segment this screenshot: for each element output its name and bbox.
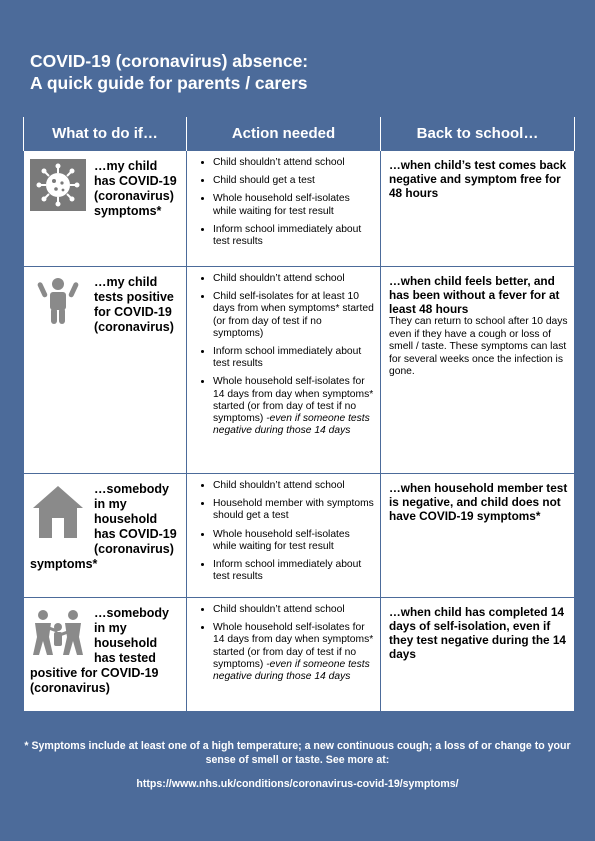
action-list	[195, 157, 374, 248]
nhs-link[interactable]: https://www.nhs.uk/conditions/coronavirus-covid-19/symptoms/	[136, 778, 459, 790]
action-cell	[187, 598, 381, 712]
action-item: • Inform school immediately about test results	[213, 559, 374, 583]
what-text: …somebody in my household has tested positive for COVID-19 (coronavirus)	[30, 606, 170, 695]
back-cell	[381, 474, 575, 598]
back-note: They can return to school after 10 days even if they have a cough or loss of smell / taste. These symptoms can last for several weeks once the infection is gone.	[389, 316, 568, 377]
what-cell	[24, 151, 187, 267]
action-item: • Whole household self-isolates while waiting for test result	[213, 529, 374, 553]
action-item: • Inform school immediately about test results	[213, 346, 374, 370]
back-condition: …when child feels better, and has been without a fever for at least 48 hours	[389, 274, 560, 316]
what-cell	[24, 267, 187, 474]
page-title	[30, 50, 308, 94]
what-text: …my child tests positive for COVID-19 (coronavirus)	[94, 275, 174, 334]
what-cell	[24, 598, 187, 712]
action-item: • Child shouldn’t attend school	[213, 604, 374, 616]
title-line-1: COVID-19 (coronavirus) absence:	[30, 51, 309, 71]
header-back: Back to school…	[381, 117, 575, 151]
table-row	[24, 474, 575, 598]
action-item: • Household member with symptoms should get a test	[213, 498, 374, 522]
table-row	[24, 267, 575, 474]
what-cell	[24, 474, 187, 598]
action-item: • Child shouldn’t attend school	[213, 480, 374, 492]
back-cell	[381, 598, 575, 712]
action-cell	[187, 151, 381, 267]
action-item: • Child should get a test	[213, 175, 374, 187]
action-item: • Child shouldn’t attend school	[213, 273, 374, 285]
action-list	[195, 480, 374, 583]
house-icon	[30, 482, 86, 542]
child-icon	[30, 275, 86, 327]
header-action: Action needed	[187, 117, 381, 151]
action-item: • Child shouldn’t attend school	[213, 157, 374, 169]
action-item: • Inform school immediately about test results	[213, 224, 374, 248]
header-row	[24, 117, 575, 151]
coronavirus-icon	[30, 159, 86, 211]
back-cell	[381, 151, 575, 267]
action-item: • Child self-isolates for at least 10 days from when symptoms* started (or from day of test if no symptoms)	[213, 291, 374, 340]
action-list	[195, 273, 374, 437]
action-cell	[187, 474, 381, 598]
back-condition: …when household member test is negative, and child does not have COVID-19 symptoms*	[389, 481, 568, 523]
table-row	[24, 151, 575, 267]
action-item: • Whole household self-isolates while waiting for test result	[213, 193, 374, 217]
header-what: What to do if…	[24, 117, 187, 151]
back-cell	[381, 267, 575, 474]
action-cell	[187, 267, 381, 474]
family-icon	[30, 606, 86, 658]
symptoms-footnote: * Symptoms include at least one of a high temperature; a new continuous cough; a loss of or change to your sense of smell or taste. See more at:	[24, 740, 571, 766]
action-list	[195, 604, 374, 683]
table-row	[24, 598, 575, 712]
guide-table	[23, 117, 575, 712]
back-condition: …when child has completed 14 days of self-isolation, even if they test negative during the 14 days	[389, 605, 566, 661]
title-line-2: A quick guide for parents / carers	[30, 73, 308, 93]
back-condition: …when child’s test comes back negative and symptom free for 48 hours	[389, 158, 567, 200]
what-text: …my child has COVID-19 (coronavirus) symptoms*	[94, 159, 177, 218]
action-item: • Whole household self-isolates for 14 days from day when symptoms* started (or from day of test if no symptoms) -even if someone tests negative during those 14 days	[213, 622, 374, 683]
action-item: • Whole household self-isolates for 14 days from day when symptoms* started (or from day of test if no symptoms) -even if someone tests negative during those 14 days	[213, 376, 374, 437]
what-text: …somebody in my household has COVID-19 (coronavirus) symptoms*	[30, 482, 177, 571]
